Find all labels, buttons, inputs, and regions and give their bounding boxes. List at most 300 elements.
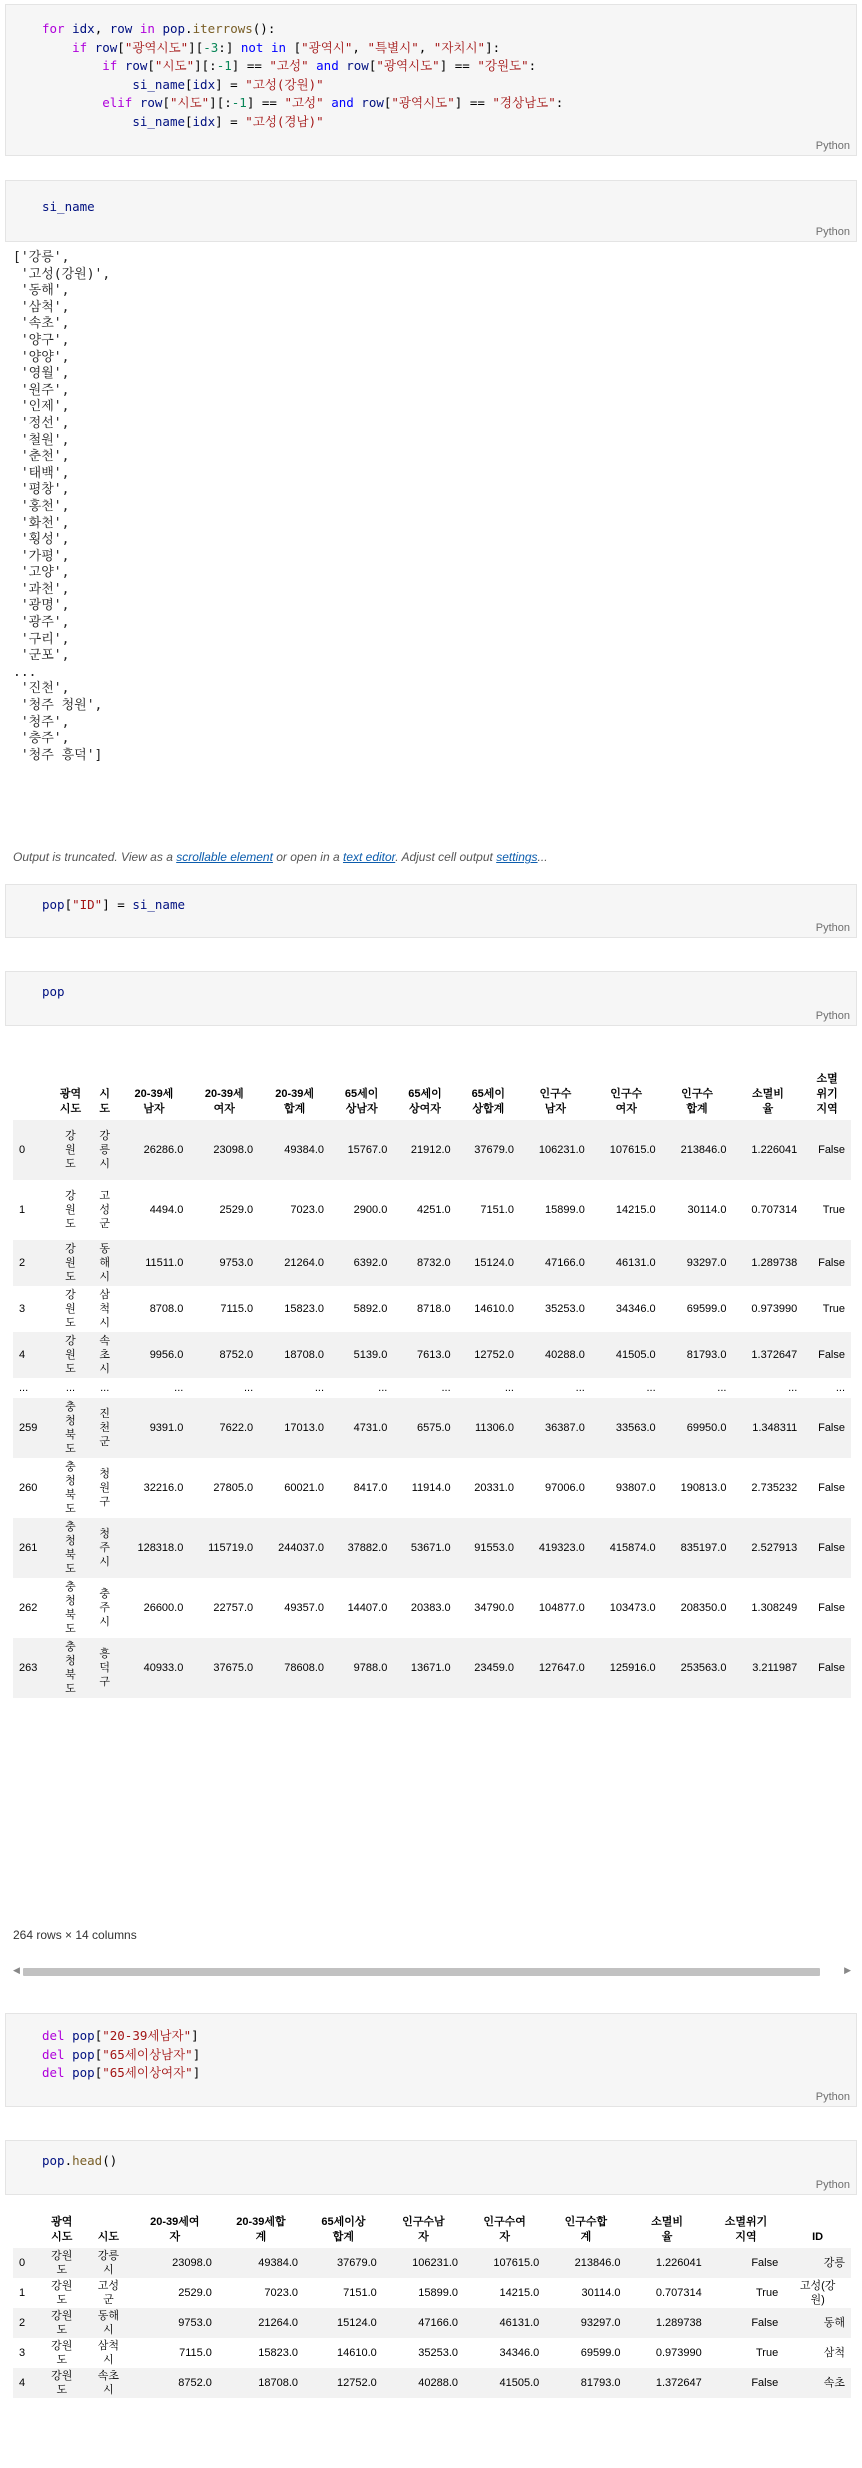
column-header: 65세이 상여자 (393, 1034, 456, 1120)
table-cell: 34790.0 (474, 1602, 514, 1614)
table-cell: 1.372647 (655, 2377, 702, 2389)
table-cell: ... (835, 1382, 845, 1394)
language-label[interactable]: Python (815, 1010, 850, 1022)
code-token: pop (72, 2028, 95, 2043)
code-token: row (124, 58, 148, 74)
table-cell: 1.289738 (751, 1257, 798, 1269)
code-token: ] == (231, 58, 270, 74)
table-cell: 청 원 구 (99, 1468, 110, 1508)
table-cell: 강원 도 (51, 2250, 73, 2276)
table-cell: 8708.0 (149, 1303, 184, 1315)
code-token: [ (94, 2046, 103, 2062)
code-token: del (42, 2028, 65, 2043)
scroll-left-icon[interactable]: ◀ (13, 1966, 20, 1976)
column-header: 소멸비 율 (627, 2204, 708, 2248)
table-cell: ... (314, 1382, 324, 1394)
table-cell: 충 청 북 도 (65, 1401, 76, 1455)
table-cell: 213846.0 (574, 2257, 621, 2269)
code-token: ] = (102, 897, 133, 912)
table-row (13, 1332, 851, 1378)
table-cell: 97006.0 (545, 1482, 585, 1494)
table-cell: 0.707314 (751, 1204, 798, 1216)
table-cell: 106231.0 (538, 1144, 585, 1156)
table-cell: ... (174, 1382, 184, 1394)
table-cell: 14215.0 (499, 2287, 540, 2299)
code-token (42, 77, 132, 92)
code-token: row (346, 58, 369, 74)
table-cell: 0.973990 (655, 2347, 702, 2359)
code-token: "광역시" (301, 39, 353, 55)
table-cell: 8718.0 (417, 1303, 451, 1315)
output-line: '평창', (13, 482, 70, 498)
dataframe-table (13, 1034, 851, 1698)
table-cell: 40288.0 (545, 1349, 585, 1361)
table-cell: True (756, 2287, 779, 2299)
code-token: "특별시" (367, 39, 419, 55)
code-token (42, 114, 132, 129)
code-token: ] == (439, 58, 478, 74)
output-line: '청주 청원', (13, 698, 103, 714)
table-row (13, 2248, 851, 2278)
table-cell: 속초 시 (97, 2370, 120, 2396)
output-line: '원주', (13, 382, 70, 398)
column-header: 20-39세 남자 (119, 1034, 190, 1120)
table-cell: 30114.0 (581, 2287, 621, 2299)
row-index: 1 (19, 1204, 26, 1216)
table-cell: 32216.0 (143, 1482, 184, 1494)
code-token: ][: (209, 95, 232, 111)
scroll-right-icon[interactable]: ▶ (844, 1966, 851, 1976)
output-line: '진천', (13, 681, 70, 697)
code-token: "광역시도" (124, 39, 189, 55)
output-line: '태백', (13, 465, 70, 481)
table-cell: 46131.0 (615, 1257, 656, 1269)
code-token (42, 95, 102, 110)
table-cell: 0.707314 (655, 2287, 702, 2299)
table-cell: 69599.0 (686, 1303, 727, 1315)
code-token: [ (147, 58, 155, 74)
table-cell: 8417.0 (353, 1482, 388, 1494)
code-editor[interactable] (6, 2141, 856, 2171)
code-token: row (361, 95, 384, 111)
table-cell: 12752.0 (337, 2377, 377, 2389)
index-header (13, 2204, 38, 2248)
code-token: if (102, 58, 118, 74)
table-cell: 삼 척 시 (99, 1289, 110, 1329)
row-index: 0 (19, 1144, 26, 1156)
table-cell: 1.226041 (655, 2257, 702, 2269)
table-cell: 고 성 군 (99, 1190, 110, 1230)
code-token: head (72, 2153, 103, 2168)
table-cell: 4251.0 (417, 1204, 451, 1216)
table-cell: 2529.0 (219, 1204, 254, 1216)
table-cell: 14407.0 (347, 1602, 388, 1614)
table-cell: 7023.0 (264, 2287, 299, 2299)
table-cell: 15823.0 (284, 1303, 324, 1315)
table-cell: 6392.0 (353, 1257, 388, 1269)
table-cell: 40288.0 (418, 2377, 459, 2389)
table-cell: 18708.0 (258, 2377, 299, 2389)
output-line: '청주 흥덕'] (13, 747, 103, 763)
language-label[interactable]: Python (815, 140, 850, 152)
table-cell: 115719.0 (208, 1542, 254, 1554)
table-cell: 30114.0 (687, 1204, 727, 1216)
code-token: , (418, 39, 434, 55)
code-token: : (555, 95, 564, 111)
table-cell: 35253.0 (545, 1303, 585, 1315)
table-cell: 107615.0 (493, 2257, 540, 2269)
table-cell: 7115.0 (220, 1303, 254, 1315)
table-cell: 속초 (823, 2377, 845, 2389)
table-cell: 동 해 시 (99, 1243, 110, 1283)
table-cell: 강릉 (823, 2257, 845, 2269)
table-row (13, 1458, 851, 1518)
table-cell: 14215.0 (615, 1204, 656, 1216)
table-cell: 강원 도 (51, 2370, 73, 2396)
table-cell: 15767.0 (347, 1144, 388, 1156)
table-cell: 27805.0 (213, 1482, 254, 1494)
table-cell: 40933.0 (143, 1662, 184, 1674)
code-token: "강원도" (477, 58, 529, 74)
code-token: and (331, 95, 354, 111)
code-token (65, 2047, 73, 2062)
code-token: . (64, 2153, 73, 2168)
table-cell: 15899.0 (545, 1204, 585, 1216)
table-cell: 835197.0 (680, 1542, 727, 1554)
table-cell: 49357.0 (284, 1602, 324, 1614)
table-cell: 93807.0 (615, 1482, 656, 1494)
language-label[interactable]: Python (815, 2091, 850, 2103)
code-editor[interactable] (6, 885, 856, 915)
code-token: in (270, 39, 287, 55)
table-cell: 8752.0 (219, 1349, 254, 1361)
table-cell: True (756, 2347, 779, 2359)
dataframe-shape: 264 rows × 14 columns (13, 1928, 137, 1942)
column-header: 광역 시도 (50, 1034, 91, 1120)
code-cell-1[interactable] (5, 4, 857, 156)
dataframe-table (13, 2204, 851, 2398)
table-cell: 2529.0 (178, 2287, 212, 2299)
table-row (13, 1240, 851, 1286)
table-row (13, 1120, 851, 1180)
code-token: "자치시" (433, 39, 486, 55)
table-cell: ... (575, 1382, 585, 1394)
table-cell: 충 청 북 도 (65, 1521, 76, 1575)
settings-link[interactable]: settings (496, 850, 538, 864)
code-cell-4[interactable] (5, 971, 857, 1026)
table-cell: 23459.0 (474, 1662, 514, 1674)
table-cell: 동해 (823, 2317, 845, 2329)
scrollbar-thumb[interactable] (23, 1968, 820, 1976)
table-cell: 5139.0 (353, 1349, 388, 1361)
code-token: [ (94, 2028, 103, 2043)
table-cell: 41505.0 (499, 2377, 540, 2389)
table-cell: 18708.0 (284, 1349, 324, 1361)
code-token: (): (252, 21, 276, 36)
row-index: 2 (19, 2317, 26, 2329)
table-cell: 흥 덕 구 (99, 1648, 110, 1688)
table-cell: 8752.0 (178, 2377, 212, 2389)
table-cell: 34346.0 (499, 2347, 540, 2359)
code-token: pop (42, 2153, 65, 2168)
table-cell: 23098.0 (213, 1144, 254, 1156)
table-cell: False (818, 1542, 845, 1554)
column-header: 20-39세 여자 (189, 1034, 259, 1120)
table-cell: 충 주 시 (99, 1588, 110, 1628)
horizontal-scrollbar[interactable] (13, 1966, 851, 1978)
output-line: '철원', (13, 432, 70, 448)
code-token: [ (117, 39, 125, 55)
code-token: "65세이상남자" (102, 2046, 193, 2062)
code-token: "고성(경남)" (245, 113, 324, 129)
code-token: -1 (231, 95, 247, 111)
code-editor[interactable]: pop (42, 984, 65, 999)
code-editor[interactable] (6, 2014, 856, 2083)
code-token: iterrows (192, 21, 253, 36)
code-token (132, 95, 140, 110)
table-cell: 244037.0 (278, 1542, 324, 1554)
code-cell-5[interactable] (5, 2013, 857, 2107)
code-token: : (528, 58, 537, 74)
table-cell: 3.211987 (752, 1662, 798, 1674)
table-cell: 103473.0 (609, 1602, 656, 1614)
code-token: idx (192, 76, 216, 92)
table-cell: ... (378, 1382, 388, 1394)
table-cell: 4731.0 (353, 1422, 388, 1434)
code-token: si_name (132, 76, 185, 92)
table-cell: 7622.0 (219, 1422, 254, 1434)
table-cell: 2900.0 (353, 1204, 388, 1216)
column-header: 시 도 (91, 1034, 119, 1120)
table-cell: False (818, 1662, 845, 1674)
table-cell: False (751, 2257, 779, 2269)
column-header: 20-39세여 자 (132, 2204, 218, 2248)
output-line: '인제', (13, 399, 70, 415)
code-token: [ (383, 95, 392, 111)
table-cell: 1.226041 (751, 1144, 798, 1156)
output-line: '삼척', (13, 299, 70, 315)
row-index: 0 (19, 2257, 26, 2269)
code-token: "경상남도" (492, 95, 556, 111)
output-line: '양구', (13, 332, 70, 348)
code-cell-3[interactable] (5, 884, 857, 938)
column-header: 인구수 남자 (520, 1034, 591, 1120)
row-index: 4 (19, 1349, 26, 1361)
output-line: '과천', (13, 581, 70, 597)
table-cell: False (818, 1482, 845, 1494)
code-token: ] (191, 2028, 199, 2043)
code-token: "ID" (72, 897, 103, 912)
table-cell: 동해 시 (97, 2310, 120, 2336)
table-cell: 8732.0 (417, 1257, 451, 1269)
table-cell: 20331.0 (474, 1482, 514, 1494)
code-token (132, 21, 140, 36)
code-token: , (94, 21, 110, 36)
table-cell: 21912.0 (410, 1144, 451, 1156)
code-token: [ (286, 39, 302, 55)
code-token: [ (185, 113, 193, 129)
code-token: :] (218, 39, 241, 55)
table-cell: 삼척 (823, 2347, 845, 2359)
output-line: '영월', (13, 366, 70, 382)
table-cell: 6575.0 (417, 1422, 451, 1434)
table-cell: 2.527913 (751, 1542, 798, 1554)
table-cell: 81793.0 (580, 2377, 621, 2389)
code-token: -1 (216, 58, 232, 74)
code-token: "고성" (284, 95, 324, 111)
column-header: 인구수합 계 (545, 2204, 626, 2248)
table-cell: 34346.0 (615, 1303, 656, 1315)
table-cell: 강 원 도 (65, 1190, 76, 1230)
table-cell: 11914.0 (411, 1482, 451, 1494)
table-cell: 20383.0 (410, 1602, 451, 1614)
code-token (65, 2065, 73, 2080)
code-token: [ (368, 58, 377, 74)
code-token: elif (102, 95, 133, 111)
code-token: in (139, 21, 155, 36)
column-header: 인구수 여자 (591, 1034, 662, 1120)
language-label[interactable]: Python (815, 2179, 850, 2191)
table-cell: 107615.0 (609, 1144, 656, 1156)
table-cell: 고성 군 (97, 2280, 120, 2306)
table-cell: 청 주 시 (99, 1528, 110, 1568)
code-token: si_name (132, 113, 185, 129)
output-line: '가평', (13, 548, 70, 564)
table-cell: 속 초 시 (99, 1335, 110, 1375)
table-cell: 125916.0 (609, 1662, 656, 1674)
code-cell-6[interactable] (5, 2140, 857, 2195)
table-cell: 1.308249 (751, 1602, 798, 1614)
table-cell: 9753.0 (178, 2317, 212, 2329)
output-line: '구리', (13, 631, 70, 647)
table-cell: ... (100, 1382, 110, 1394)
table-cell: 23098.0 (172, 2257, 212, 2269)
column-header: 시도 (85, 2204, 132, 2248)
table-cell: 강원 도 (51, 2340, 73, 2366)
table-cell: True (822, 1303, 845, 1315)
table-cell: 강원 도 (51, 2280, 73, 2306)
table-cell: False (818, 1257, 845, 1269)
cell-output-text (13, 250, 110, 764)
table-cell: 7613.0 (417, 1349, 451, 1361)
code-token: pop (72, 2065, 95, 2081)
table-cell: 69950.0 (686, 1422, 727, 1434)
code-token: -3 (203, 39, 219, 55)
code-token: () (102, 2153, 118, 2168)
code-token (117, 58, 125, 73)
column-header: 소멸위기 지역 (708, 2204, 784, 2248)
table-cell: 0.973990 (751, 1303, 798, 1315)
table-cell: 7151.0 (343, 2287, 377, 2299)
text-editor-link[interactable]: text editor (342, 850, 396, 864)
output-line: ['강릉', (13, 250, 70, 265)
code-token: not (240, 39, 264, 55)
table-cell: 21264.0 (284, 1257, 324, 1269)
table-cell: ... (504, 1382, 514, 1394)
code-token (65, 21, 73, 36)
row-index: 263 (19, 1662, 38, 1674)
table-cell: 고성(강 원) (799, 2280, 836, 2306)
code-token: pop (72, 2046, 95, 2062)
table-row (13, 1286, 851, 1332)
column-header: 인구수 합계 (662, 1034, 733, 1120)
table-cell: 26600.0 (143, 1602, 184, 1614)
table-row (13, 2308, 851, 2338)
column-header: 소멸비 율 (732, 1034, 803, 1120)
table-cell: 37679.0 (474, 1144, 514, 1156)
code-token (65, 2028, 73, 2043)
code-token: ] == (454, 95, 493, 111)
column-header: ID (784, 2204, 851, 2248)
table-cell: 7115.0 (179, 2347, 212, 2359)
row-index: 1 (19, 2287, 26, 2299)
code-token: row (94, 39, 118, 55)
column-header: 65세이상 합계 (304, 2204, 383, 2248)
table-row (13, 2338, 851, 2368)
output-line: '충주', (13, 731, 70, 747)
table-cell: 진 천 군 (99, 1408, 110, 1448)
table-cell: ... (717, 1382, 727, 1394)
column-header: 20-39세합 계 (218, 2204, 304, 2248)
code-token: "시도" (154, 58, 195, 74)
code-editor[interactable] (6, 5, 856, 132)
code-token: ] (192, 2065, 201, 2081)
code-cell-2[interactable] (5, 180, 857, 242)
output-line: '고양', (13, 565, 70, 581)
code-token: pop (42, 897, 65, 912)
code-token: "광역시도" (391, 95, 455, 111)
column-header: 소멸 위기 지역 (803, 1034, 851, 1120)
table-row (13, 2368, 851, 2398)
table-cell: False (818, 1602, 845, 1614)
table-cell: 419323.0 (538, 1542, 585, 1554)
code-token: "광역시도" (376, 58, 440, 74)
table-cell: 11306.0 (475, 1422, 514, 1434)
table-row (13, 1518, 851, 1578)
table-cell: 강 원 도 (65, 1243, 76, 1283)
table-cell: 15823.0 (258, 2347, 299, 2359)
column-header: 20-39세 합계 (259, 1034, 330, 1120)
language-label[interactable]: Python (815, 226, 850, 238)
code-token: . (185, 21, 193, 36)
code-token: , (352, 39, 368, 55)
column-header: 65세이 상남자 (330, 1034, 393, 1120)
code-token: del (42, 2065, 65, 2081)
table-row (13, 1378, 851, 1398)
code-editor[interactable]: si_name (42, 199, 95, 214)
table-cell: 1.348311 (752, 1422, 798, 1434)
language-label[interactable]: Python (815, 922, 850, 934)
code-token: ] = (215, 113, 246, 129)
code-token: ] == (246, 95, 285, 111)
table-cell: 17013.0 (284, 1422, 324, 1434)
table-cell: False (751, 2317, 779, 2329)
table-cell: 강릉 시 (97, 2250, 120, 2276)
table-cell: 49384.0 (258, 2257, 299, 2269)
code-token: ] = (215, 76, 246, 92)
row-index: 259 (19, 1422, 38, 1434)
table-cell: 9391.0 (149, 1422, 184, 1434)
table-row (13, 1180, 851, 1240)
scrollable-element-link[interactable]: scrollable element (176, 850, 273, 864)
row-index: 3 (19, 1303, 26, 1315)
code-token: [ (162, 95, 170, 111)
table-cell: 104877.0 (538, 1602, 585, 1614)
table-cell: 208350.0 (680, 1602, 727, 1614)
table-cell: False (751, 2377, 779, 2389)
table-cell: 213846.0 (680, 1144, 727, 1156)
table-cell: ... (65, 1382, 76, 1394)
